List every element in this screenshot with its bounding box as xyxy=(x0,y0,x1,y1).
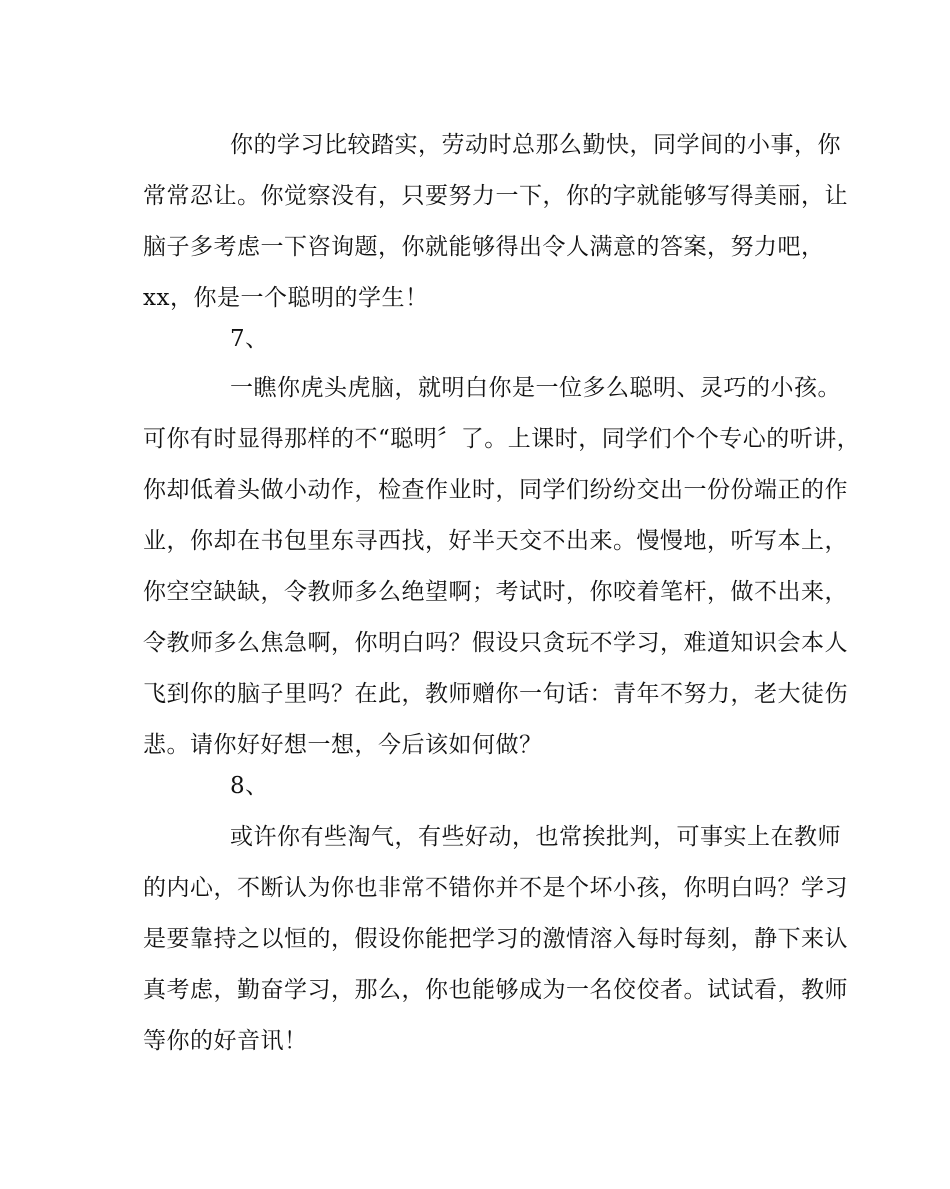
text-line-para6-3: 脑子多考虑一下咨询题，你就能够得出令人满意的答案，努力吧， xyxy=(143,234,825,260)
text-line-para7-1: 一瞧你虎头虎脑，就明白你是一位多么聪明、灵巧的小孩。 xyxy=(230,375,841,401)
text-line-para7-4: 业，你却在书包里东寻西找，好半天交不出来。慢慢地，听写本上， xyxy=(143,528,848,554)
text-line-para7-2: 可你有时显得那样的不“聪明〞了。上课时，同学们个个专心的听讲， xyxy=(143,426,861,452)
text-line-para7-8: 悲。请你好好想一想，今后该如何做？ xyxy=(143,732,543,758)
text-line-para7-7: 飞到你的脑子里吗？在此，教师赠你一句话：青年不努力，老大徒伤 xyxy=(143,681,848,707)
text-line-para6-1: 你的学习比较踏实，劳动时总那么勤快，同学间的小事，你 xyxy=(230,132,841,158)
text-line-para6-4: xx，你是一个聪明的学生！ xyxy=(143,285,429,311)
section-number-7: 7、 xyxy=(230,326,269,352)
text-line-para7-6: 令教师多么焦急啊，你明白吗？假设只贪玩不学习，难道知识会本人 xyxy=(143,630,848,656)
text-line-para8-4: 真考虑，勤奋学习，那么，你也能够成为一名佼佼者。试试看，教师 xyxy=(143,977,848,1003)
text-line-para7-3: 你却低着头做小动作，检查作业时，同学们纷纷交出一份份端正的作 xyxy=(143,477,848,503)
text-line-para8-2: 的内心，不断认为你也非常不错你并不是个坏小孩，你明白吗？学习 xyxy=(143,875,848,901)
text-line-para8-3: 是要靠持之以恒的，假设你能把学习的激情溶入每时每刻，静下来认 xyxy=(143,926,848,952)
text-line-para8-1: 或许你有些淘气，有些好动，也常挨批判，可事实上在教师 xyxy=(230,824,841,850)
text-line-para6-2: 常常忍让。你觉察没有，只要努力一下，你的字就能够写得美丽，让 xyxy=(143,183,848,209)
section-number-8: 8、 xyxy=(230,773,269,799)
text-line-para7-5: 你空空缺缺，令教师多么绝望啊；考试时，你咬着笔杆，做不出来， xyxy=(143,579,848,605)
text-line-para8-5: 等你的好音讯！ xyxy=(143,1028,308,1054)
